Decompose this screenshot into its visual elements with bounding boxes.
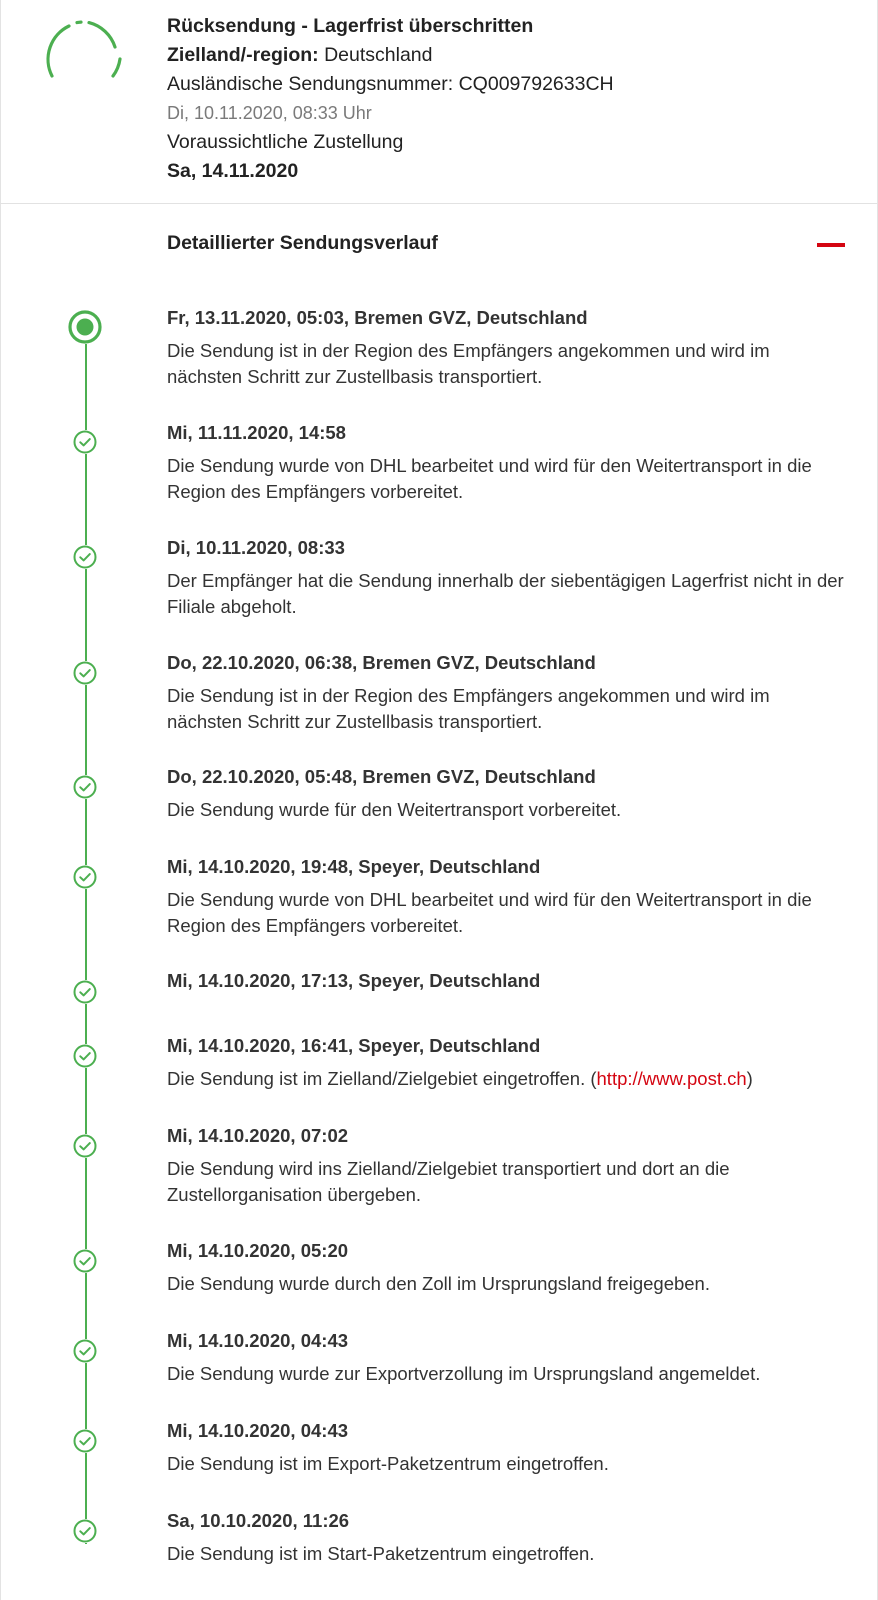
check-circle-icon [73, 1519, 97, 1543]
event-date: Mi, 14.10.2020, 17:13, Speyer, Deutschland [167, 970, 541, 991]
timeline-event [167, 1508, 847, 1567]
check-circle-icon [73, 775, 97, 799]
event-description [167, 1541, 847, 1567]
foreign-tracking-number: CQ009792633CH [458, 73, 614, 95]
page-border-left [0, 0, 1, 1600]
event-description-text: Die Sendung ist in der Region des Empfängers angekommen und wird im nächsten Schritt zur Zustellbasis transportiert. [167, 340, 770, 387]
status-title: Rücksendung - Lagerfrist überschritten [167, 15, 534, 37]
foreign-tracking-label: Ausländische Sendungsnummer: [167, 73, 454, 95]
event-date: Fr, 13.11.2020, 05:03, Bremen GVZ, Deutschland [167, 307, 588, 328]
timeline-event [167, 1123, 847, 1208]
event-description [167, 1066, 847, 1092]
event-description [167, 683, 847, 735]
progress-ring-icon [42, 18, 124, 88]
event-description-text: Die Sendung ist im Start-Paketzentrum eingetroffen. [167, 1543, 595, 1564]
timeline-event [167, 764, 847, 823]
destination-row [167, 41, 857, 70]
event-description-text: Der Empfänger hat die Sendung innerhalb der siebentägigen Lagerfrist nicht in der Filiale abgeholt. [167, 570, 844, 617]
check-circle-icon [73, 980, 97, 1004]
check-circle-icon [73, 1134, 97, 1158]
event-date: Do, 22.10.2020, 05:48, Bremen GVZ, Deutschland [167, 766, 596, 787]
event-description-text: Die Sendung ist in der Region des Empfängers angekommen und wird im nächsten Schritt zur Zustellbasis transportiert. [167, 685, 770, 732]
check-circle-icon [73, 545, 97, 569]
event-description-text: Die Sendung ist im Zielland/Zielgebiet eingetroffen. ( [167, 1068, 597, 1089]
shipment-header [167, 12, 857, 186]
event-date: Sa, 10.10.2020, 11:26 [167, 1510, 350, 1531]
event-date: Mi, 14.10.2020, 04:43 [167, 1330, 349, 1351]
event-date: Mi, 14.10.2020, 19:48, Speyer, Deutschland [167, 856, 541, 877]
event-description-suffix: ) [746, 1068, 753, 1089]
timeline-event [167, 420, 847, 505]
event-description-text: Die Sendung wird ins Zielland/Zielgebiet transportiert und dort an die Zustellorganisation übergeben. [167, 1158, 730, 1205]
event-description-text: Die Sendung ist im Export-Paketzentrum eingetroffen. [167, 1453, 609, 1474]
check-circle-icon [73, 865, 97, 889]
timeline-event [167, 305, 847, 390]
event-description-text: Die Sendung wurde zur Exportverzollung im Ursprungsland angemeldet. [167, 1363, 761, 1384]
event-description [167, 453, 847, 505]
event-date: Mi, 14.10.2020, 16:41, Speyer, Deutschland [167, 1035, 541, 1056]
event-description-text: Die Sendung wurde von DHL bearbeitet und wird für den Weitertransport in die Region des Empfängers vorbereitet. [167, 455, 812, 502]
timeline-event [167, 854, 847, 939]
status-timestamp: Di, 10.11.2020, 08:33 Uhr [167, 103, 372, 123]
event-description [167, 1271, 847, 1297]
timeline-event [167, 650, 847, 735]
timeline-event [167, 1033, 847, 1092]
event-date: Mi, 14.10.2020, 04:43 [167, 1420, 349, 1441]
current-status-icon [68, 310, 102, 344]
check-circle-icon [73, 1339, 97, 1363]
timeline-event [167, 1418, 847, 1477]
history-section-title: Detaillierter Sendungsverlauf [167, 232, 438, 254]
event-date: Mi, 14.10.2020, 07:02 [167, 1125, 349, 1146]
expected-delivery-date: Sa, 14.11.2020 [167, 160, 299, 182]
check-circle-icon [73, 1429, 97, 1453]
expected-delivery-label: Voraussichtliche Zustellung [167, 131, 404, 153]
timeline-event [167, 968, 847, 994]
event-description [167, 887, 847, 939]
post-ch-link[interactable]: http://www.post.ch [596, 1068, 747, 1089]
event-description [167, 1361, 847, 1387]
check-circle-icon [73, 1044, 97, 1068]
destination-label: Zielland/-region: [167, 44, 319, 66]
check-circle-icon [73, 1249, 97, 1273]
minus-icon[interactable] [817, 243, 845, 247]
event-description-text: Die Sendung wurde durch den Zoll im Ursprungsland freigegeben. [167, 1273, 710, 1294]
event-description [167, 338, 847, 390]
timeline-event [167, 535, 847, 620]
event-description [167, 1156, 847, 1208]
check-circle-icon [73, 661, 97, 685]
timeline-event [167, 1238, 847, 1297]
timeline-event [167, 1328, 847, 1387]
event-description [167, 797, 847, 823]
event-description-text: Die Sendung wurde von DHL bearbeitet und wird für den Weitertransport in die Region des Empfängers vorbereitet. [167, 889, 812, 936]
event-date: Mi, 11.11.2020, 14:58 [167, 422, 346, 443]
foreign-tracking-row [167, 70, 857, 99]
event-date: Di, 10.11.2020, 08:33 [167, 537, 345, 558]
destination-value: Deutschland [324, 44, 433, 66]
event-date: Mi, 14.10.2020, 05:20 [167, 1240, 349, 1261]
event-date: Do, 22.10.2020, 06:38, Bremen GVZ, Deutschland [167, 652, 596, 673]
event-description [167, 568, 847, 620]
check-circle-icon [73, 430, 97, 454]
event-description-text: Die Sendung wurde für den Weitertransport vorbereitet. [167, 799, 622, 820]
event-description [167, 1451, 847, 1477]
header-divider [0, 203, 878, 204]
